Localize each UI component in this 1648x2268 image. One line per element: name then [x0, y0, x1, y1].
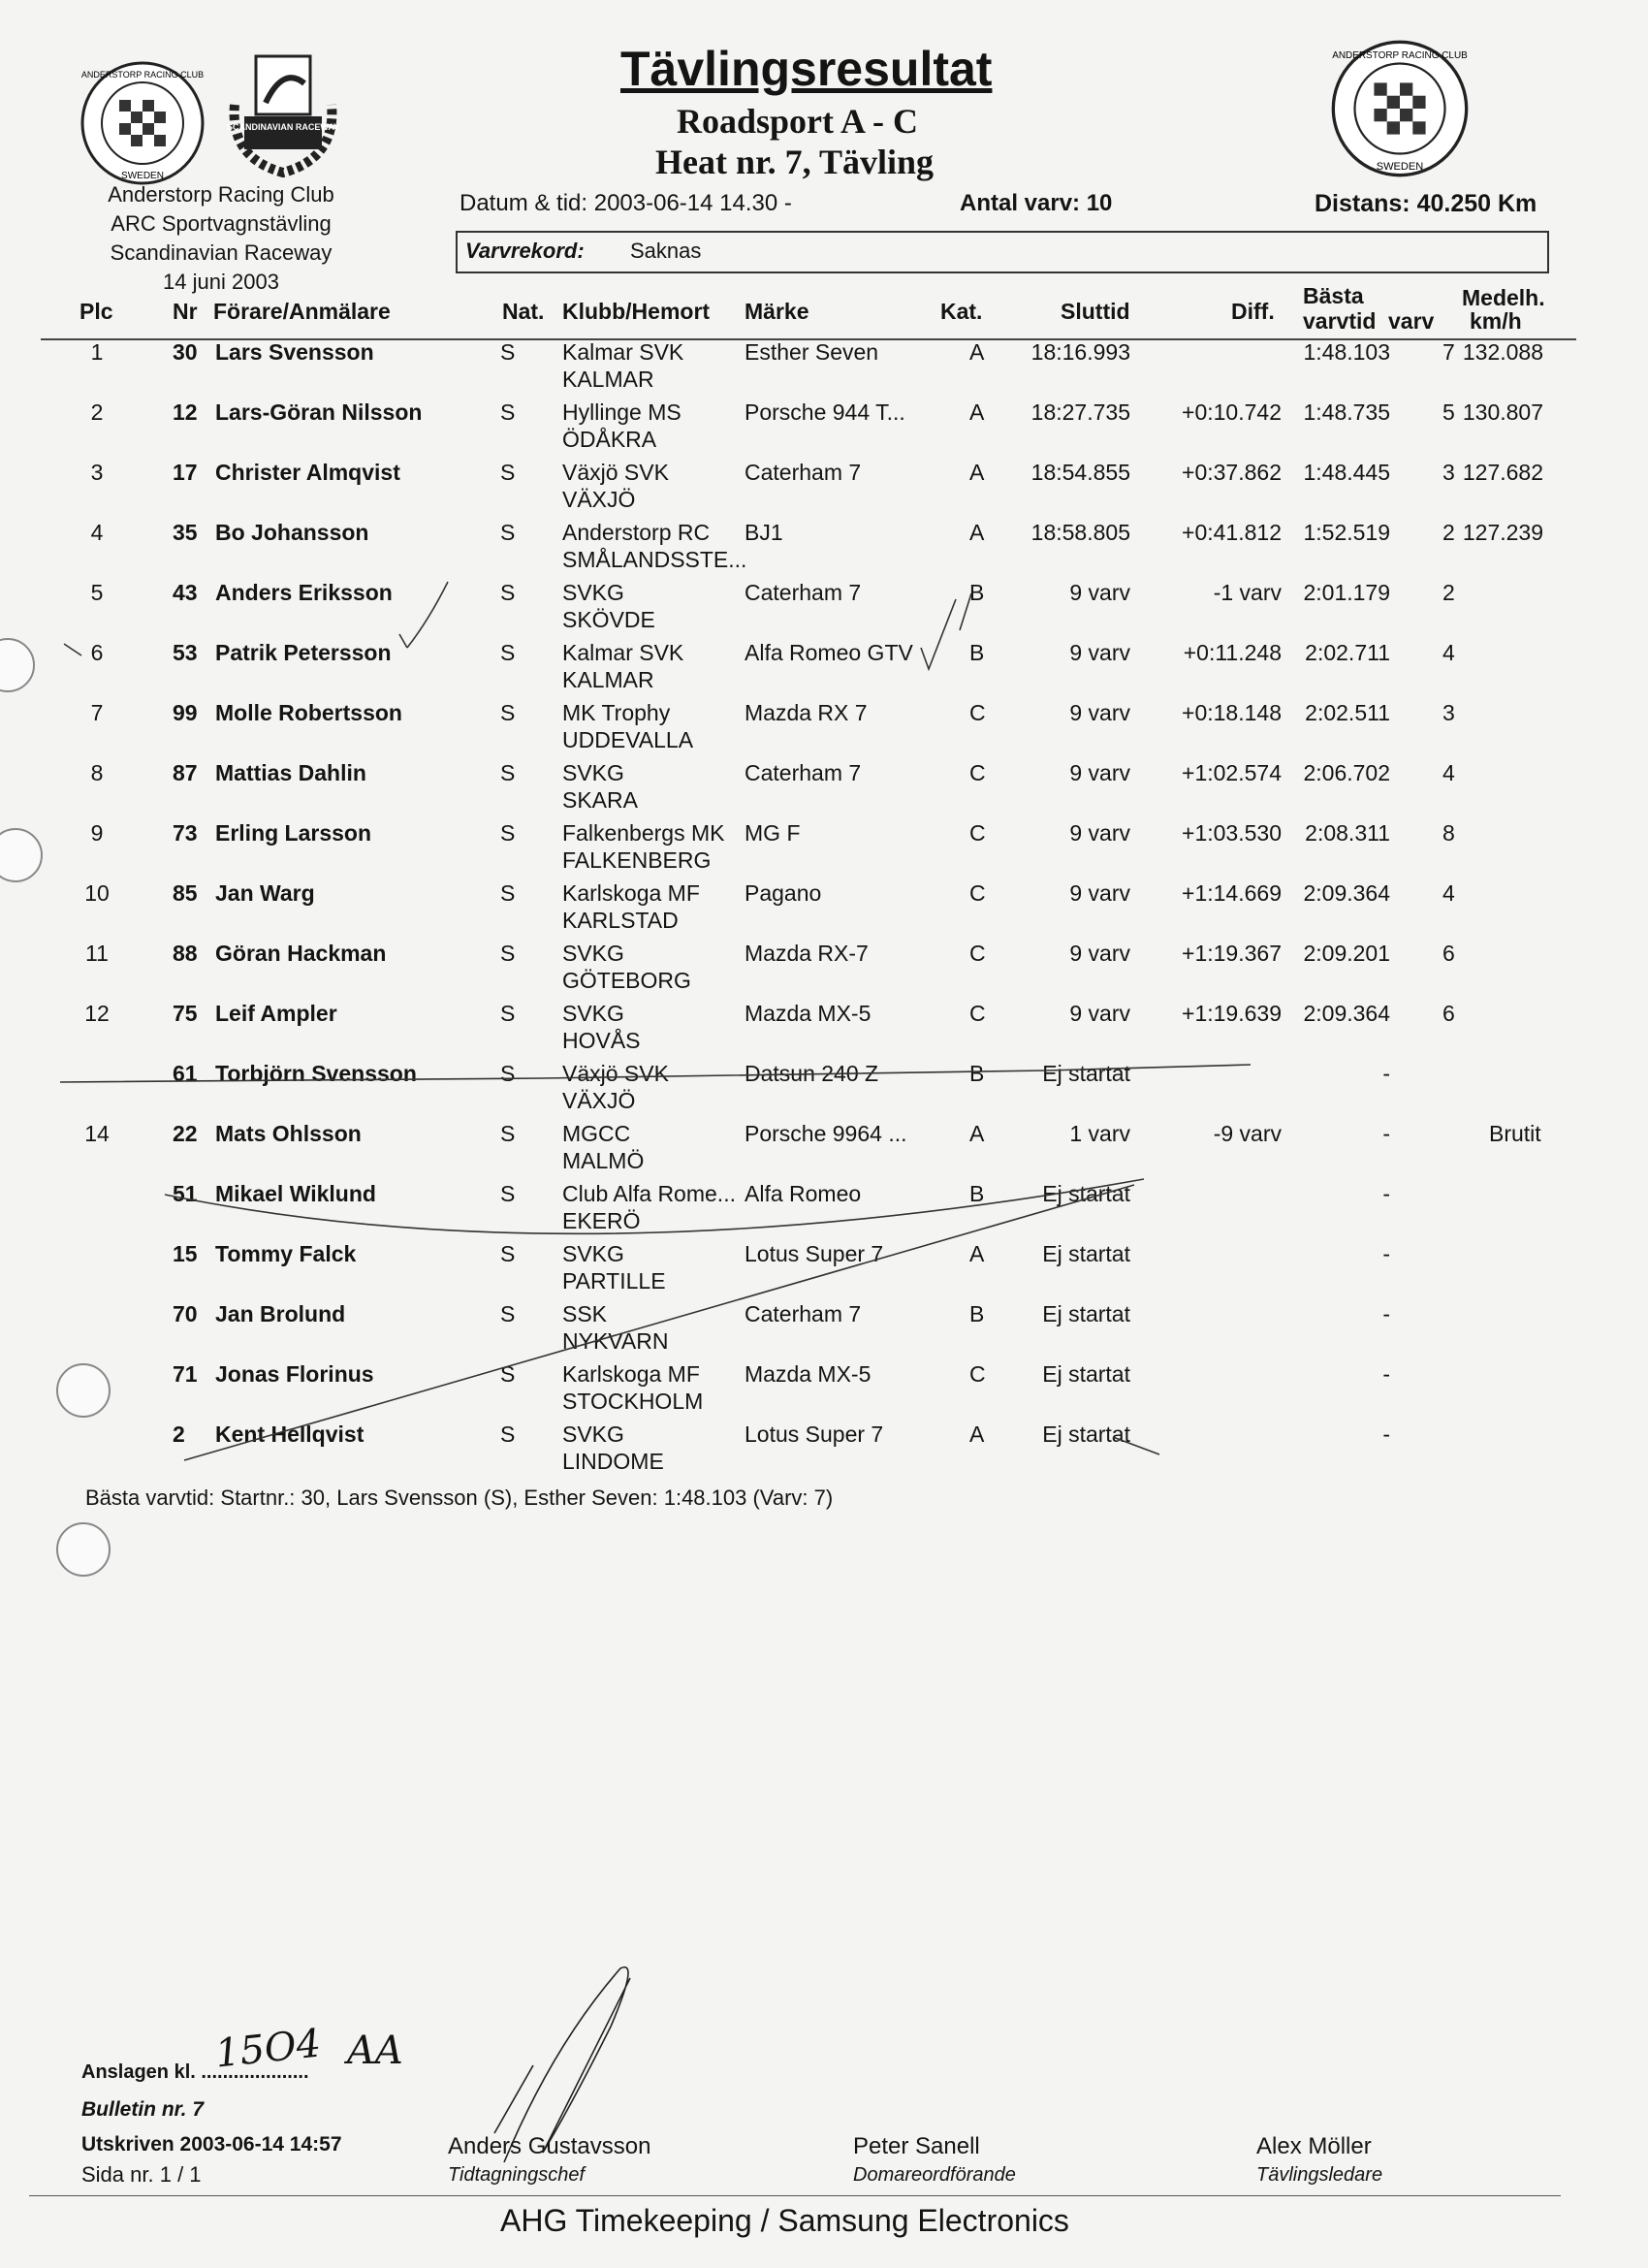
- cell-nr: 12: [173, 399, 198, 425]
- cell-nr: 73: [173, 820, 198, 846]
- cell-avg: 127.682: [1462, 460, 1543, 485]
- cell-plc: 4: [90, 520, 104, 545]
- cell-driver: Patrik Petersson: [215, 640, 392, 665]
- posted-time-handwritten: 15O4: [212, 2021, 324, 2077]
- lap-count: Antal varv: 10: [960, 190, 1113, 216]
- cell-make: BJ1: [745, 520, 783, 545]
- table-row: [0, 520, 1648, 580]
- cell-home: HOVÅS: [562, 1028, 641, 1053]
- lap-record-value: Saknas: [630, 239, 702, 263]
- cell-nr: 61: [173, 1061, 198, 1086]
- cell-best: -: [1382, 1061, 1390, 1086]
- cell-lap: 5: [1442, 399, 1455, 425]
- cell-driver: Mats Ohlsson: [215, 1121, 362, 1146]
- col-avg-1: Medelh.: [1462, 285, 1545, 310]
- cell-driver: Bo Johansson: [215, 520, 369, 545]
- cell-best: 2:09.364: [1303, 1001, 1390, 1026]
- cell-make: Mazda MX-5: [745, 1361, 872, 1387]
- cell-driver: Jan Warg: [215, 880, 315, 906]
- bulletin-number: Bulletin nr. 7: [81, 2098, 205, 2121]
- cell-club: Växjö SVK: [562, 1061, 669, 1086]
- cell-kat: C: [969, 700, 986, 725]
- cell-kat: A: [969, 1121, 985, 1146]
- cell-best: 2:09.364: [1303, 880, 1390, 906]
- table-row: [0, 880, 1648, 941]
- table-row: [0, 1421, 1648, 1482]
- svg-text:ANDERSTORP RACING CLUB: ANDERSTORP RACING CLUB: [80, 70, 205, 80]
- cell-club: SVKG: [562, 580, 624, 605]
- cell-club: SSK: [562, 1301, 608, 1326]
- cell-kat: A: [969, 520, 985, 545]
- cell-best: 2:01.179: [1303, 580, 1390, 605]
- cell-best: -: [1382, 1421, 1390, 1447]
- best-lap-note: Bästa varvtid: Startnr.: 30, Lars Svensson (S), Esther Seven: 1:48.103 (Varv: 7): [85, 1485, 834, 1510]
- table-row: [0, 1121, 1648, 1181]
- col-time: Sluttid: [1061, 299, 1130, 324]
- cell-time: 18:27.735: [1030, 399, 1130, 425]
- club-name: Anderstorp Racing Club: [108, 182, 334, 207]
- cell-plc: 1: [90, 339, 104, 365]
- cell-kat: A: [969, 399, 985, 425]
- table-row: [0, 760, 1648, 820]
- cell-nat: S: [500, 941, 516, 966]
- cell-nat: S: [500, 1241, 516, 1266]
- cell-nr: 22: [173, 1121, 198, 1146]
- cell-nat: S: [500, 820, 516, 846]
- cell-driver: Leif Ampler: [215, 1001, 337, 1026]
- distance: Distans: 40.250 Km: [1315, 190, 1537, 217]
- cell-nat: S: [500, 1301, 516, 1326]
- cell-home: KARLSTAD: [562, 908, 679, 933]
- table-row: [0, 700, 1648, 760]
- cell-diff: +0:37.862: [1182, 460, 1282, 485]
- cell-diff: +0:41.812: [1182, 520, 1282, 545]
- cell-time: Ej startat: [1042, 1361, 1130, 1387]
- cell-nr: 70: [173, 1301, 198, 1326]
- cell-kat: A: [969, 460, 985, 485]
- timekeeping-company: AHG Timekeeping / Samsung Electronics: [500, 2203, 1069, 2238]
- cell-nat: S: [500, 700, 516, 725]
- cell-avg: 132.088: [1462, 339, 1543, 365]
- table-row: [0, 820, 1648, 880]
- cell-nat: S: [500, 580, 516, 605]
- cell-time: Ej startat: [1042, 1241, 1130, 1266]
- signatory-3-name: Alex Möller: [1256, 2133, 1372, 2159]
- cell-club: Hyllinge MS: [562, 399, 681, 425]
- cell-make: Alfa Romeo GTV: [745, 640, 913, 665]
- cell-kat: C: [969, 880, 986, 906]
- cell-best: 2:02.511: [1305, 700, 1390, 725]
- cell-note: Brutit: [1489, 1121, 1541, 1146]
- cell-diff: +1:03.530: [1182, 820, 1282, 846]
- cell-make: Lotus Super 7: [745, 1241, 884, 1266]
- footer-rule: [29, 2195, 1561, 2196]
- cell-best: -: [1382, 1181, 1390, 1206]
- cell-driver: Göran Hackman: [215, 941, 387, 966]
- col-plc: Plc: [79, 299, 113, 324]
- table-row: [0, 1301, 1648, 1361]
- cell-time: 9 varv: [1069, 880, 1130, 906]
- cell-driver: Lars Svensson: [215, 339, 374, 365]
- cell-time: Ej startat: [1042, 1061, 1130, 1086]
- club-info: [66, 180, 376, 297]
- cell-best: -: [1382, 1241, 1390, 1266]
- cell-best: 1:48.103: [1303, 339, 1390, 365]
- signatory-3-role: Tävlingsledare: [1256, 2164, 1383, 2186]
- cell-home: KALMAR: [562, 667, 654, 692]
- cell-club: Anderstorp RC: [562, 520, 711, 545]
- cell-lap: 2: [1442, 580, 1455, 605]
- cell-make: Porsche 9964 ...: [745, 1121, 907, 1146]
- cell-driver: Erling Larsson: [215, 820, 372, 846]
- cell-nr: 51: [173, 1181, 198, 1206]
- cell-home: ÖDÅKRA: [562, 427, 657, 452]
- cell-plc: 10: [84, 880, 110, 906]
- cell-home: UDDEVALLA: [562, 727, 694, 752]
- cell-nat: S: [500, 1181, 516, 1206]
- cell-nat: S: [500, 520, 516, 545]
- col-best-1: Bästa: [1303, 283, 1364, 308]
- cell-home: VÄXJÖ: [562, 1088, 636, 1113]
- cell-driver: Jonas Florinus: [215, 1361, 374, 1387]
- cell-lap: 3: [1442, 700, 1455, 725]
- col-kat: Kat.: [940, 299, 983, 324]
- cell-avg: 130.807: [1462, 399, 1543, 425]
- cell-diff: +1:02.574: [1182, 760, 1282, 785]
- cell-kat: B: [969, 1301, 985, 1326]
- cell-driver: Torbjörn Svensson: [215, 1061, 417, 1086]
- cell-home: SMÅLANDSSTE...: [562, 547, 747, 572]
- cell-kat: B: [969, 580, 985, 605]
- cell-club: SVKG: [562, 760, 624, 785]
- cell-make: Lotus Super 7: [745, 1421, 884, 1447]
- cell-nr: 71: [173, 1361, 198, 1387]
- col-best-2: varvtid: [1303, 308, 1377, 334]
- cell-time: 9 varv: [1069, 640, 1130, 665]
- cell-home: SKARA: [562, 787, 638, 813]
- cell-best: 2:06.702: [1303, 760, 1390, 785]
- arc-club-logo-right: [1330, 39, 1470, 178]
- cell-best: 1:48.735: [1303, 399, 1390, 425]
- cell-time: Ej startat: [1042, 1181, 1130, 1206]
- cell-make: Mazda RX-7: [745, 941, 869, 966]
- cell-make: Datsun 240 Z: [745, 1061, 879, 1086]
- cell-kat: C: [969, 820, 986, 846]
- cell-kat: A: [969, 1241, 985, 1266]
- cell-diff: +1:14.669: [1182, 880, 1282, 906]
- table-row: [0, 1361, 1648, 1421]
- table-row: [0, 941, 1648, 1001]
- class-subtitle: Roadsport A - C: [677, 102, 919, 141]
- cell-time: 9 varv: [1069, 820, 1130, 846]
- signatory-1-role: Tidtagningschef: [448, 2164, 586, 2186]
- cell-lap: 7: [1442, 339, 1455, 365]
- cell-plc: 8: [90, 760, 104, 785]
- cell-home: MALMÖ: [562, 1148, 645, 1173]
- table-row: [0, 580, 1648, 640]
- page-number: Sida nr. 1 / 1: [81, 2162, 202, 2187]
- cell-lap: 4: [1442, 760, 1455, 785]
- cell-make: Mazda RX 7: [745, 700, 868, 725]
- cell-time: 9 varv: [1069, 941, 1130, 966]
- cell-plc: 11: [85, 941, 109, 966]
- col-avg-2: km/h: [1470, 308, 1522, 334]
- cell-kat: C: [969, 1001, 986, 1026]
- cell-club: Club Alfa Rome...: [562, 1181, 736, 1206]
- cell-make: Pagano: [745, 880, 822, 906]
- cell-driver: Molle Robertsson: [215, 700, 402, 725]
- cell-lap: 3: [1442, 460, 1455, 485]
- cell-kat: A: [969, 339, 985, 365]
- cell-home: PARTILLE: [562, 1268, 666, 1294]
- cell-club: SVKG: [562, 1001, 624, 1026]
- cell-home: NYKVARN: [562, 1328, 669, 1354]
- cell-club: Kalmar SVK: [562, 339, 684, 365]
- cell-nat: S: [500, 1001, 516, 1026]
- cell-best: -: [1382, 1301, 1390, 1326]
- cell-diff: +1:19.639: [1182, 1001, 1282, 1026]
- cell-make: MG F: [745, 820, 801, 846]
- cell-time: 9 varv: [1069, 1001, 1130, 1026]
- cell-kat: C: [969, 760, 986, 785]
- cell-nr: 2: [173, 1421, 185, 1447]
- table-row: [0, 1061, 1648, 1121]
- cell-time: 9 varv: [1069, 580, 1130, 605]
- cell-nr: 75: [173, 1001, 198, 1026]
- cell-best: 1:52.519: [1303, 520, 1390, 545]
- cell-diff: +0:11.248: [1183, 640, 1282, 665]
- signatory-2-name: Peter Sanell: [853, 2133, 980, 2159]
- cell-diff: -9 varv: [1213, 1121, 1282, 1146]
- event-date: 14 juni 2003: [163, 270, 279, 294]
- cell-kat: B: [969, 640, 985, 665]
- event-name: ARC Sportvagnstävling: [111, 211, 332, 236]
- cell-kat: C: [969, 1361, 986, 1387]
- cell-make: Caterham 7: [745, 760, 862, 785]
- cell-plc: 14: [84, 1121, 110, 1146]
- cell-home: FALKENBERG: [562, 847, 712, 873]
- cell-lap: 8: [1442, 820, 1455, 846]
- cell-lap: 6: [1442, 1001, 1455, 1026]
- cell-club: Karlskoga MF: [562, 1361, 700, 1387]
- cell-make: Esther Seven: [745, 339, 879, 365]
- cell-best: -: [1382, 1361, 1390, 1387]
- printed-timestamp: Utskriven 2003-06-14 14:57: [81, 2133, 342, 2156]
- cell-lap: 4: [1442, 880, 1455, 906]
- cell-club: Kalmar SVK: [562, 640, 684, 665]
- col-make: Märke: [745, 299, 809, 324]
- cell-make: Mazda MX-5: [745, 1001, 872, 1026]
- svg-text:ANDERSTORP RACING CLUB: ANDERSTORP RACING CLUB: [1332, 49, 1468, 61]
- cell-nat: S: [500, 880, 516, 906]
- cell-nr: 17: [173, 460, 198, 485]
- table-row: [0, 1001, 1648, 1061]
- table-row: [0, 339, 1648, 399]
- signatory-2-role: Domareordförande: [853, 2164, 1016, 2186]
- arc-club-logo-left: [79, 60, 206, 186]
- cell-make: Caterham 7: [745, 460, 862, 485]
- col-club: Klubb/Hemort: [562, 299, 711, 324]
- cell-lap: 6: [1442, 941, 1455, 966]
- posted-initials: AA: [347, 2028, 403, 2073]
- cell-time: 9 varv: [1069, 760, 1130, 785]
- cell-driver: Lars-Göran Nilsson: [215, 399, 423, 425]
- cell-time: 18:54.855: [1030, 460, 1130, 485]
- venue-name: Scandinavian Raceway: [110, 240, 333, 265]
- cell-make: Porsche 944 T...: [745, 399, 905, 425]
- cell-time: Ej startat: [1042, 1421, 1130, 1447]
- cell-home: STOCKHOLM: [562, 1389, 704, 1414]
- cell-diff: +0:10.742: [1182, 399, 1282, 425]
- cell-club: SVKG: [562, 941, 624, 966]
- table-row: [0, 399, 1648, 460]
- cell-nr: 88: [173, 941, 198, 966]
- cell-best: 2:08.311: [1305, 820, 1390, 846]
- cell-plc: 5: [90, 580, 104, 605]
- cell-plc: 9: [90, 820, 104, 846]
- cell-time: 18:16.993: [1030, 339, 1130, 365]
- scandinavian-raceway-logo: [215, 47, 351, 182]
- cell-home: KALMAR: [562, 367, 654, 392]
- cell-nat: S: [500, 399, 516, 425]
- cell-nat: S: [500, 1061, 516, 1086]
- cell-nr: 99: [173, 700, 198, 725]
- cell-lap: 4: [1442, 640, 1455, 665]
- svg-text:SCANDINAVIAN RACEWAY: SCANDINAVIAN RACEWAY: [226, 122, 340, 132]
- date-time: Datum & tid: 2003-06-14 14.30 -: [460, 190, 792, 216]
- lap-record-box: [456, 231, 1549, 273]
- cell-plc: 6: [90, 640, 104, 665]
- cell-club: SVKG: [562, 1241, 624, 1266]
- cell-make: Caterham 7: [745, 1301, 862, 1326]
- col-driver: Förare/Anmälare: [213, 299, 391, 324]
- cell-lap: 2: [1442, 520, 1455, 545]
- cell-nr: 43: [173, 580, 198, 605]
- cell-best: 2:09.201: [1303, 941, 1390, 966]
- cell-club: Falkenbergs MK: [562, 820, 725, 846]
- svg-text:SWEDEN: SWEDEN: [121, 171, 164, 181]
- cell-nr: 85: [173, 880, 198, 906]
- binder-hole: [56, 1522, 111, 1577]
- cell-driver: Tommy Falck: [215, 1241, 357, 1266]
- posted-time-label: Anslagen kl. ....................: [81, 2061, 309, 2083]
- table-row: [0, 1241, 1648, 1301]
- cell-nr: 35: [173, 520, 198, 545]
- cell-nat: S: [500, 1121, 516, 1146]
- cell-plc: 3: [90, 460, 104, 485]
- table-row: [0, 460, 1648, 520]
- lap-record-label: Varvrekord:: [465, 239, 585, 263]
- cell-club: MGCC: [562, 1121, 631, 1146]
- svg-text:SWEDEN: SWEDEN: [1376, 161, 1424, 174]
- col-lap: varv: [1388, 308, 1435, 334]
- cell-plc: 2: [90, 399, 104, 425]
- cell-best: 1:48.445: [1303, 460, 1390, 485]
- cell-home: EKERÖ: [562, 1208, 641, 1233]
- cell-driver: Christer Almqvist: [215, 460, 400, 485]
- cell-time: 9 varv: [1069, 700, 1130, 725]
- cell-driver: Kent Hellqvist: [215, 1421, 364, 1447]
- cell-diff: +0:18.148: [1182, 700, 1282, 725]
- cell-nat: S: [500, 339, 516, 365]
- cell-home: SKÖVDE: [562, 607, 655, 632]
- cell-make: Alfa Romeo: [745, 1181, 862, 1206]
- cell-time: 1 varv: [1069, 1121, 1130, 1146]
- cell-nat: S: [500, 1421, 516, 1447]
- cell-nat: S: [500, 1361, 516, 1387]
- cell-diff: -1 varv: [1213, 580, 1282, 605]
- cell-club: MK Trophy: [562, 700, 671, 725]
- cell-club: Växjö SVK: [562, 460, 669, 485]
- cell-driver: Mattias Dahlin: [215, 760, 366, 785]
- cell-best: 2:02.711: [1305, 640, 1390, 665]
- table-row: [0, 1181, 1648, 1241]
- cell-nr: 15: [173, 1241, 198, 1266]
- cell-time: 18:58.805: [1030, 520, 1130, 545]
- cell-driver: Jan Brolund: [215, 1301, 346, 1326]
- cell-plc: 12: [84, 1001, 110, 1026]
- col-nr: Nr: [173, 299, 198, 324]
- heat-subtitle: Heat nr. 7, Tävling: [655, 143, 935, 181]
- cell-nr: 87: [173, 760, 198, 785]
- cell-nat: S: [500, 640, 516, 665]
- col-diff: Diff.: [1231, 299, 1275, 324]
- cell-nr: 53: [173, 640, 198, 665]
- cell-time: Ej startat: [1042, 1301, 1130, 1326]
- cell-kat: A: [969, 1421, 985, 1447]
- cell-kat: B: [969, 1061, 985, 1086]
- col-nat: Nat.: [502, 299, 545, 324]
- cell-kat: B: [969, 1181, 985, 1206]
- cell-nat: S: [500, 460, 516, 485]
- cell-driver: Mikael Wiklund: [215, 1181, 376, 1206]
- cell-best: -: [1382, 1121, 1390, 1146]
- cell-home: VÄXJÖ: [562, 487, 636, 512]
- table-row: [0, 640, 1648, 700]
- cell-diff: +1:19.367: [1182, 941, 1282, 966]
- cell-club: SVKG: [562, 1421, 624, 1447]
- cell-home: GÖTEBORG: [562, 968, 691, 993]
- cell-home: LINDOME: [562, 1449, 664, 1474]
- cell-driver: Anders Eriksson: [215, 580, 393, 605]
- cell-club: Karlskoga MF: [562, 880, 700, 906]
- cell-nat: S: [500, 760, 516, 785]
- cell-make: Caterham 7: [745, 580, 862, 605]
- cell-avg: 127.239: [1462, 520, 1543, 545]
- cell-nr: 30: [173, 339, 198, 365]
- cell-kat: C: [969, 941, 986, 966]
- signatory-1-name: Anders Gustavsson: [448, 2133, 651, 2159]
- page-title: Tävlingsresultat: [620, 42, 993, 96]
- cell-plc: 7: [90, 700, 104, 725]
